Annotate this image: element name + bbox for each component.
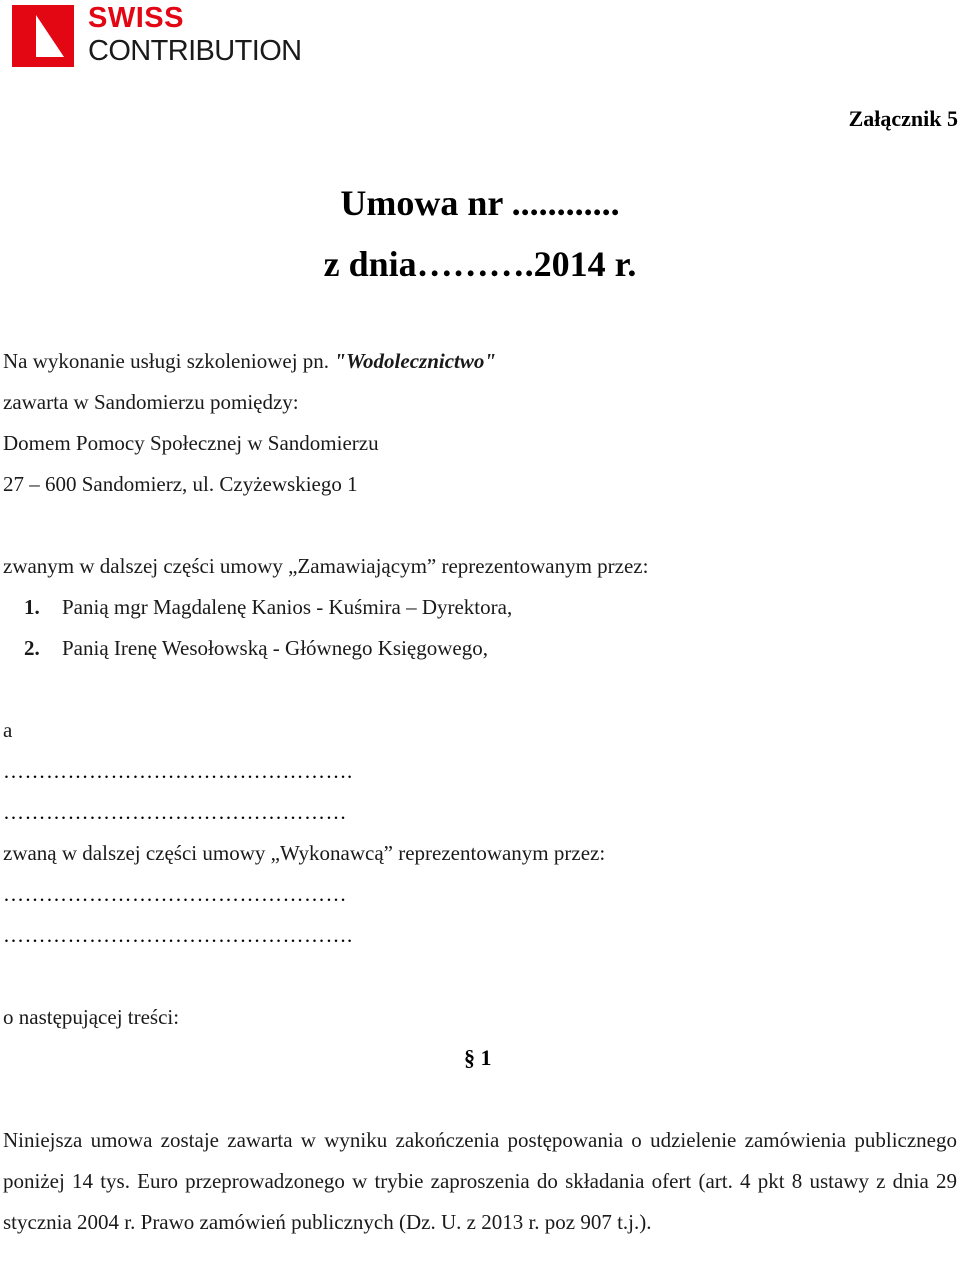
section-paragraph: Niniejsza umowa zostaje zawarta w wyniku zakończenia postępowania o udzielenie zamówienia publicznego poniżej 14 tys. Euro przeprowadzonego w trybie zaproszenia do składania ofert (art. 4 pkt 8 ustawy z dnia 29 stycznia 2004 r. Prawo zamówień publicznych (Dz. U. z 2013 r. poz 907 t.j.). (3, 1128, 957, 1234)
representative-text: Panią mgr Magdalenę Kanios - Kuśmira – Dyrektora, (62, 595, 513, 619)
annex-label: Załącznik 5 (848, 106, 958, 131)
representative-number: 2. (24, 636, 40, 660)
service-prefix: Na wykonanie usługi szkoleniowej pn. (3, 349, 335, 373)
contractor-rep-blank: ………………………………………… (3, 882, 347, 906)
concluded-line: zawarta w Sandomierzu pomiędzy: (3, 390, 299, 414)
contractor-name-blank: …………………………………………. (3, 759, 353, 783)
conjunction-a: a (3, 718, 13, 742)
contracting-designation: zwanym w dalszej części umowy „Zamawiającym” reprezentowanym przez: (3, 554, 649, 578)
representative-item (24, 636, 488, 661)
contract-date: z dnia……….2014 r. (323, 244, 637, 284)
logo-text-swiss: SWISS (88, 2, 184, 34)
logo-text-contribution: CONTRIBUTION (88, 35, 302, 67)
contract-title: Umowa nr ............ (340, 183, 620, 223)
content-intro: o następującej treści: (3, 1005, 180, 1029)
service-name: "Wodolecznictwo" (334, 349, 497, 373)
party1-name: Domem Pomocy Społecznej w Sandomierzu (3, 431, 379, 455)
representative-item (24, 595, 512, 620)
contractor-address-blank: ………………………………………… (3, 800, 347, 824)
contractor-rep-blank: …………………………………………. (3, 923, 353, 947)
swiss-cross-icon (12, 5, 74, 67)
service-line (3, 349, 496, 374)
contractor-designation: zwaną w dalszej części umowy „Wykonawcą” reprezentowanym przez: (3, 841, 606, 865)
party1-address: 27 – 600 Sandomierz, ul. Czyżewskiego 1 (3, 472, 358, 496)
representative-text: Panią Irenę Wesołowską - Głównego Księgowego, (62, 636, 488, 660)
section-heading: § 1 (464, 1045, 492, 1070)
representative-number: 1. (24, 595, 40, 619)
